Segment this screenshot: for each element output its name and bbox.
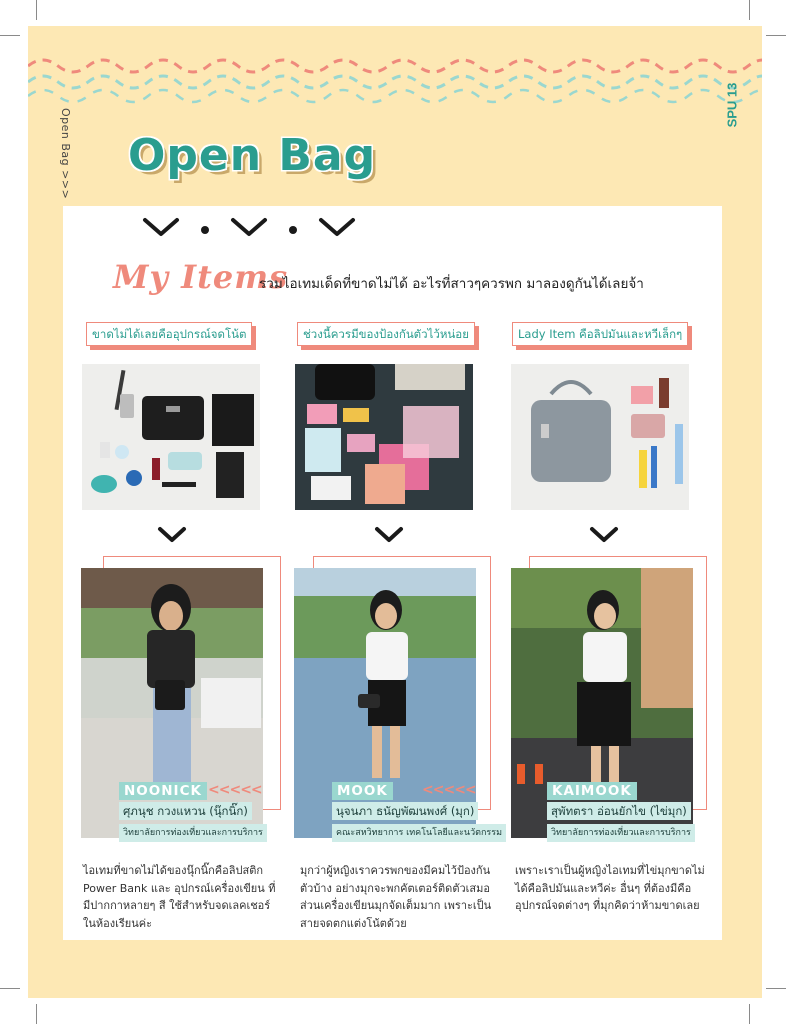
faculty: วิทยาลัยการท่องเที่ยวและการบริการ [547,824,695,842]
column-tag: ขาดไม่ได้เลยคืออุปกรณ์จดโน้ต [86,322,252,346]
full-name: นุจนภา ธนัญพัฒนพงศ์ (มุก) [332,802,478,820]
crop-mark [0,988,20,989]
section-label: Open Bag >>> [59,108,72,200]
items-photo [295,364,473,510]
item-description: เพราะเราเป็นผู้หญิงไอเทมที่ไข่มุกขาดไม่ได้คือลิปมันและหวีค่ะ อื่นๆ ที่ต้องมีคืออุปกรณ์จดต่างๆ ที่มุกคิดว่าห้ามขาดเลย [515,864,705,912]
page-marker [722,72,744,138]
chevron-down-icon [589,526,619,544]
content-card [63,206,722,940]
crop-mark [766,35,786,36]
arrows-icon: <<<<< [208,782,262,798]
script-title: My Items [113,258,289,296]
column-tag: ช่วงนี้ควรมีของป้องกันตัวไว้หน่อย [297,322,475,346]
heading-description: รวมไอเทมเด็ดที่ขาดไม่ได้ อะไรที่สาวๆควรพก มาลองดูกันได้เลยจ้า [259,276,644,292]
faculty: คณะสหวิทยาการ เทคโนโลยีและนวัตกรรม [332,824,506,842]
arrows-icon: <<<<< [422,782,476,798]
nickname-badge: NOONICK [119,782,207,800]
full-name: สุพัทตรา อ่อนยักไข (ไข่มุก) [547,802,691,820]
nickname-badge: MOOK [332,782,393,800]
faculty: วิทยาลัยการท่องเที่ยวและการบริการ [119,824,267,842]
crop-mark [36,0,37,20]
chevron-down-icon [157,526,187,544]
chevron-down-icon [145,220,177,234]
nickname-badge: KAIMOOK [547,782,637,800]
full-name: ศุภนุช กวงแหวน (นุ๊กนิ๊ก) [119,802,252,820]
magazine-page [28,26,762,998]
crop-mark [766,988,786,989]
chevron-row [141,214,381,242]
dot-icon [289,226,297,234]
page-marker-text: SPU 13 [724,82,740,128]
chevron-down-icon [321,220,353,234]
page-title: Open Bag [128,130,377,181]
crop-mark [749,1004,750,1024]
item-description: ไอเทมที่ขาดไม่ได้ของนุ๊กนิ๊กคือลิปสติก Power Bank และ อุปกรณ์เครื่องเขียน ที่มีปากกาหลายๆ สี ใช้สำหรับจดเลคเชอร์ในห้องเรียนค่ะ [83,864,276,930]
wave-decoration [28,56,762,116]
section-heading [113,258,713,302]
chevron-down-icon [374,526,404,544]
crop-mark [0,35,20,36]
crop-mark [36,1004,37,1024]
items-photo [82,364,260,510]
item-description: มุกว่าผู้หญิงเราควรพกของมีคมไว้ป้องกันตัวบ้าง อย่างมุกจะพกคัตเตอร์ติดตัวเสมอ ส่วนเครื่องเขียนมุกจัดเต็มมาก เพราะเป็นสายจดตกแต่งโน้ตด้วย [300,864,492,930]
crop-mark [749,0,750,20]
items-photo [511,364,689,510]
dot-icon [201,226,209,234]
column-tag: Lady Item คือลิปมันและหวีเล็กๆ [512,322,688,346]
chevron-down-icon [233,220,265,234]
